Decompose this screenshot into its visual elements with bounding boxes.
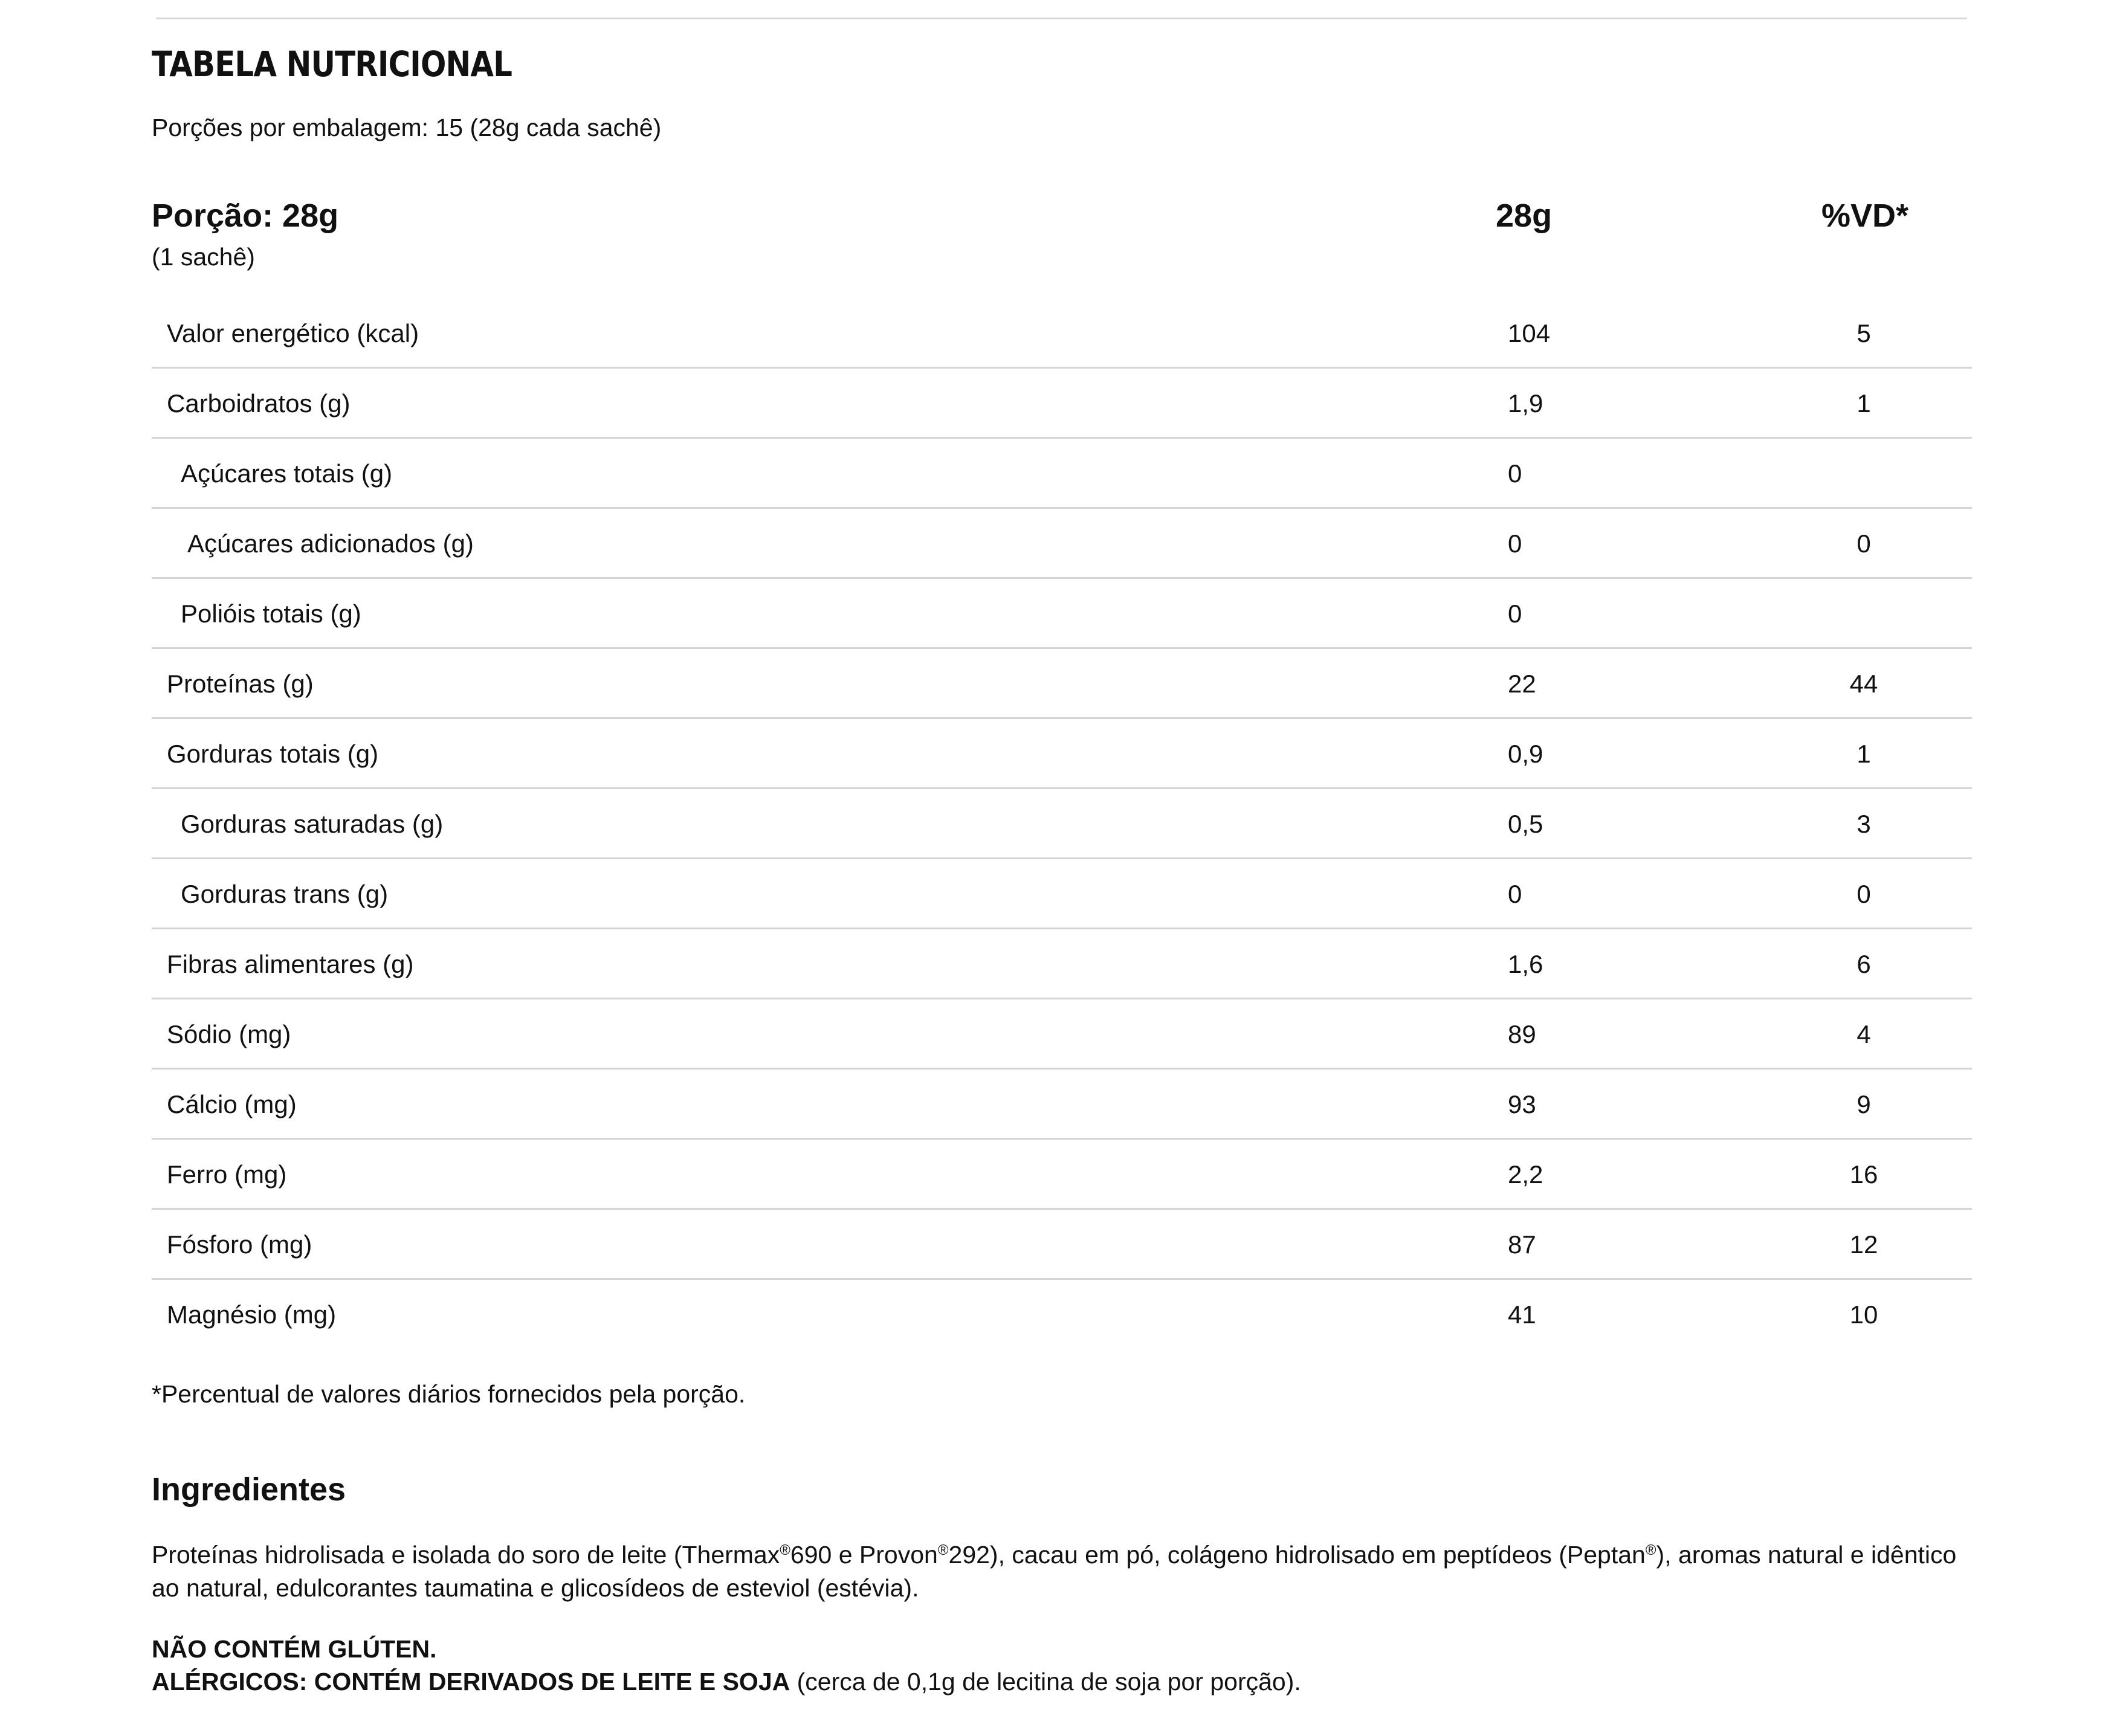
table-row <box>152 1070 1972 1140</box>
nutrient-vd: 0 <box>1857 529 1871 558</box>
gluten-notice: NÃO CONTÉM GLÚTEN. <box>152 1635 437 1663</box>
table-row <box>152 929 1972 999</box>
nutrient-label: Magnésio (mg) <box>167 1300 337 1329</box>
page-title: TABELA NUTRICIONAL <box>152 44 512 85</box>
table-row <box>152 859 1972 929</box>
table-row <box>152 1140 1972 1210</box>
nutrient-amount: 0 <box>1508 599 1522 628</box>
nutrient-vd: 6 <box>1857 950 1871 978</box>
portion-subtitle: (1 sachê) <box>152 243 255 271</box>
ingredients-text <box>152 1534 1971 1605</box>
nutrient-label: Gorduras trans (g) <box>181 880 389 908</box>
ingredients-text-part: 690 e Provon <box>790 1541 938 1569</box>
table-row <box>152 298 1972 369</box>
table-row <box>152 789 1972 859</box>
nutrient-vd: 3 <box>1857 810 1871 838</box>
nutrient-amount: 89 <box>1508 1020 1536 1048</box>
nutrient-amount: 0 <box>1508 459 1522 488</box>
nutrient-vd: 0 <box>1857 880 1871 908</box>
nutrient-vd <box>1837 579 1891 649</box>
table-row <box>152 579 1972 649</box>
table-row <box>152 369 1972 439</box>
nutrient-label: Açúcares totais (g) <box>181 459 393 488</box>
nutrient-label: Sódio (mg) <box>167 1020 291 1048</box>
nutrient-label: Ferro (mg) <box>167 1160 287 1189</box>
nutrient-label: Fósforo (mg) <box>167 1230 312 1259</box>
nutrient-amount: 1,6 <box>1508 950 1543 978</box>
nutrient-vd: 1 <box>1857 740 1871 768</box>
allergen-warning: ALÉRGICOS: CONTÉM DERIVADOS DE LEITE E SOJA <box>152 1668 790 1696</box>
nutrition-table <box>152 298 1972 1350</box>
nutrient-label: Gorduras totais (g) <box>167 740 379 768</box>
nutrient-vd: 44 <box>1849 670 1878 698</box>
nutrient-label: Açúcares adicionados (g) <box>187 529 474 558</box>
nutrient-amount: 1,9 <box>1508 389 1543 418</box>
nutrient-amount: 0 <box>1508 529 1522 558</box>
nutrient-amount: 104 <box>1508 319 1551 347</box>
nutrient-amount: 41 <box>1508 1300 1536 1329</box>
nutrient-vd: 9 <box>1857 1090 1871 1118</box>
registered-mark: ® <box>1645 1542 1656 1558</box>
table-row <box>152 999 1972 1070</box>
table-row <box>152 649 1972 719</box>
ingredients-title: Ingredientes <box>152 1471 346 1508</box>
table-row <box>152 509 1972 579</box>
nutrient-label: Fibras alimentares (g) <box>167 950 414 978</box>
amount-column-header: 28g <box>1496 198 1553 234</box>
allergen-notice <box>152 1668 1301 1696</box>
nutrient-vd: 4 <box>1857 1020 1871 1048</box>
nutrient-vd: 5 <box>1857 319 1871 347</box>
table-row <box>152 719 1972 789</box>
nutrient-vd: 10 <box>1849 1300 1878 1329</box>
nutrient-amount: 22 <box>1508 670 1536 698</box>
nutrient-amount: 0,9 <box>1508 740 1543 768</box>
ingredients-text-part: Proteínas hidrolisada e isolada do soro de leite (Thermax <box>152 1541 780 1569</box>
nutrient-amount: 0,5 <box>1508 810 1543 838</box>
nutrient-label: Cálcio (mg) <box>167 1090 297 1118</box>
nutrient-label: Gorduras saturadas (g) <box>181 810 444 838</box>
nutrient-vd: 16 <box>1849 1160 1878 1189</box>
portion-title: Porção: 28g <box>152 198 339 234</box>
top-divider <box>156 18 1967 19</box>
nutrient-vd: 1 <box>1857 389 1871 418</box>
nutrient-vd <box>1837 439 1891 509</box>
nutrient-vd: 12 <box>1849 1230 1878 1259</box>
servings-per-package: Porções por embalagem: 15 (28g cada sachê) <box>152 114 662 141</box>
table-row <box>152 1210 1972 1280</box>
allergen-detail: (cerca de 0,1g de lecitina de soja por porção). <box>790 1668 1301 1696</box>
nutrient-amount: 87 <box>1508 1230 1536 1259</box>
registered-mark: ® <box>780 1542 790 1558</box>
nutrient-label: Valor energético (kcal) <box>167 319 419 347</box>
nutrient-amount: 0 <box>1508 880 1522 908</box>
table-row <box>152 439 1972 509</box>
vd-footnote: *Percentual de valores diários fornecidos pela porção. <box>152 1380 746 1408</box>
ingredients-text-part: ), aromas natural e idêntico ao natural, edulcorantes taumatina e glicosídeos de esteviol (estévia). <box>152 1541 1957 1602</box>
vd-column-header: %VD* <box>1821 198 1909 234</box>
ingredients-text-part: 292), cacau em pó, colágeno hidrolisado em peptídeos (Peptan <box>948 1541 1646 1569</box>
nutrient-label: Carboidratos (g) <box>167 389 351 418</box>
registered-mark: ® <box>937 1542 949 1558</box>
nutrient-label: Polióis totais (g) <box>181 599 361 628</box>
nutrient-amount: 2,2 <box>1508 1160 1543 1189</box>
table-row <box>152 1280 1972 1350</box>
nutrient-amount: 93 <box>1508 1090 1536 1118</box>
nutrient-label: Proteínas (g) <box>167 670 314 698</box>
